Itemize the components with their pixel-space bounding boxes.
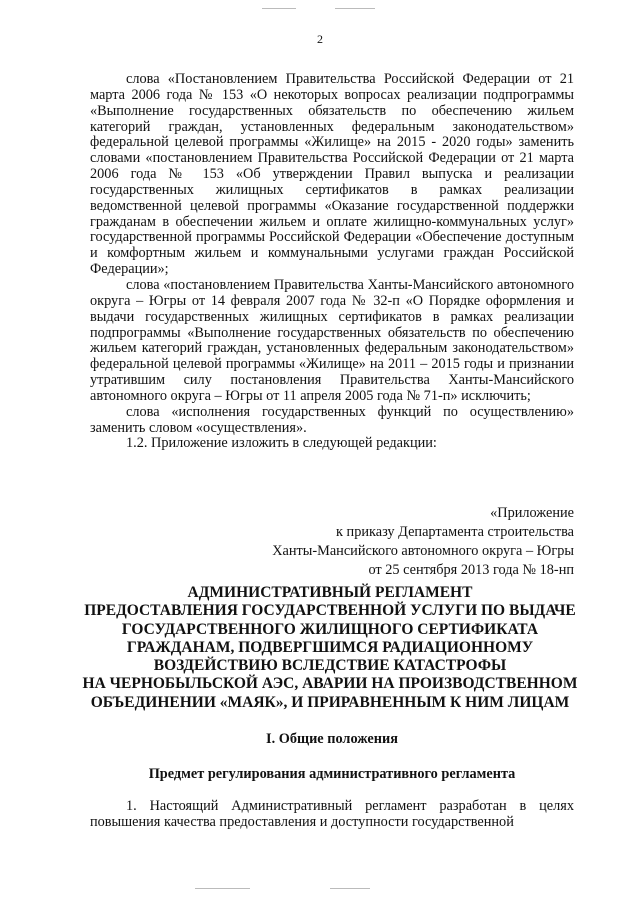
subsection-title: Предмет регулирования административного регламента <box>148 766 516 782</box>
appendix-line: Ханты-Мансийского автономного округа – Югры <box>272 543 574 559</box>
title-line: ГРАЖДАНАМ, ПОДВЕРГШИМСЯ РАДИАЦИОННОМУ <box>126 638 534 656</box>
appendix-line: к приказу Департамента строительства <box>336 524 574 540</box>
title-line: ГОСУДАРСТВЕННОГО ЖИЛИЩНОГО СЕРТИФИКАТА <box>121 620 539 638</box>
page-number: 2 <box>317 32 323 46</box>
scan-artifact <box>262 8 296 9</box>
title-line: ОБЪЕДИНЕНИИ «МАЯК», И ПРИРАВНЕННЫМ К НИМ ЛИЦАМ <box>90 693 570 711</box>
amendment-paragraphs <box>90 72 574 452</box>
appendix-line: «Приложение <box>490 505 574 521</box>
title-line: ПРЕДОСТАВЛЕНИЯ ГОСУДАРСТВЕННОЙ УСЛУГИ ПО ВЫДАЧЕ <box>84 602 576 620</box>
paragraph-appendix-edition: 1.2. Приложение изложить в следующей редакции: <box>126 435 437 452</box>
paragraph-exclude-khmao-decree: слова «постановлением Правительства Ханты-Мансийского автономного округа – Югры от 14 февраля 2007 года № 32-п «О Порядке оформления и выдачи государственных жилищных сертификатов в рамках реализации подпрограммы «Выполнение государственных обязательств по обеспечению жильем категорий граждан, установленных федеральным законодательством» федеральной целевой программы «Жилище» на 2011 – 2015 годы и признании утратившим силу постановления Правительства Ханты-Мансийского автономного округа – Югры от 11 апреля 2005 года № 71-п» исключить; <box>90 276 574 404</box>
scan-artifact <box>330 888 370 889</box>
paragraph-regulation-purpose: 1. Настоящий Административный регламент разработан в целях повышения качества предоставления и доступности государственной <box>90 798 574 830</box>
section-title: I. Общие положения <box>266 731 398 747</box>
paragraph-replace-government-decree: слова «Постановлением Правительства Российской Федерации от 21 марта 2006 года № 153 «О некоторых вопросах реализации подпрограммы «Выполнение государственных обязательств по обеспечению жильем категорий граждан, установленных федеральным законодательством» федеральной целевой программы «Жилище» на 2015 - 2020 годы» заменить словами «постановлением Правительства Российской Федерации от 21 марта 2006 года № 153 «Об утверждении Правил выпуска и реализации государственных жилищных сертификатов в рамках реализации ведомственной целевой программы «Оказание государственной поддержки гражданам в обеспечении жильем и оплате жилищно-коммунальных услуг» государственной программы Российской Федерации «Обеспечение доступным и комфортным жильем и коммунальными услугами граждан Российской Федерации»; <box>90 71 574 278</box>
appendix-reference <box>90 504 574 580</box>
paragraph-replace-functions: слова «исполнения государственных функций по осуществлению» заменить словом «осуществления». <box>90 403 574 436</box>
scan-artifact <box>335 8 375 9</box>
closing-paragraph-block <box>90 799 574 831</box>
regulation-title <box>60 584 600 712</box>
title-line: АДМИНИСТРАТИВНЫЙ РЕГЛАМЕНТ <box>187 584 473 601</box>
appendix-line: от 25 сентября 2013 года № 18-нп <box>368 562 574 578</box>
scan-artifact <box>195 888 250 889</box>
title-line: ВОЗДЕЙСТВИЮ ВСЛЕДСТВИЕ КАТАСТРОФЫ <box>153 657 507 675</box>
title-line: НА ЧЕРНОБЫЛЬСКОЙ АЭС, АВАРИИ НА ПРОИЗВОДСТВЕННОМ <box>82 675 578 693</box>
